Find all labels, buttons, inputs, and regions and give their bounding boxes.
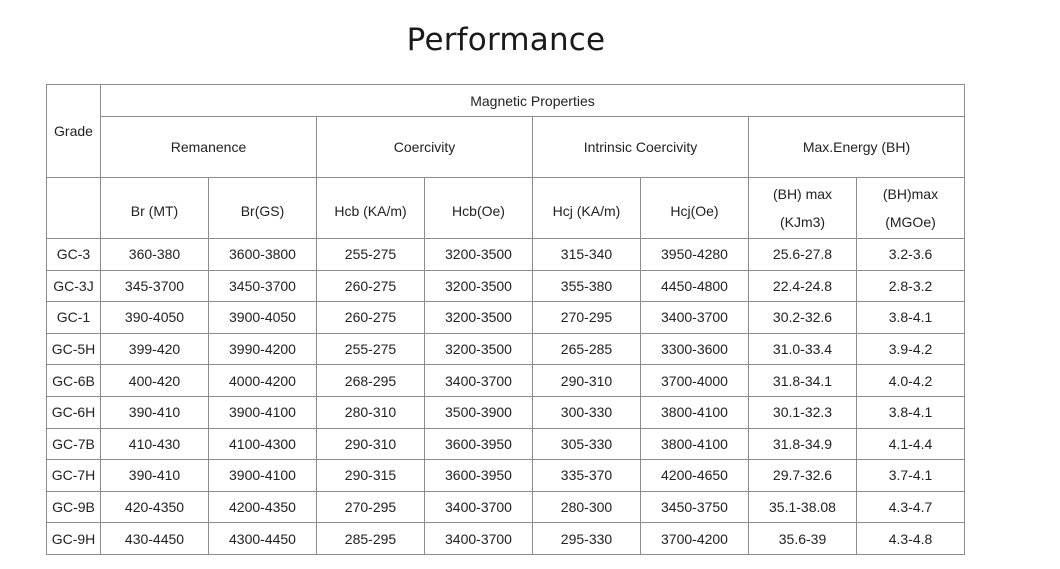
table-cell: 25.6-27.8 bbox=[749, 239, 857, 271]
table-cell: 390-4050 bbox=[101, 302, 209, 334]
table-cell: 305-330 bbox=[533, 428, 641, 460]
table-cell: 35.1-38.08 bbox=[749, 491, 857, 523]
table-cell: 290-310 bbox=[317, 428, 425, 460]
table-cell: 3450-3700 bbox=[209, 270, 317, 302]
table-cell: 285-295 bbox=[317, 523, 425, 555]
column-subheader bbox=[749, 178, 857, 239]
grade-cell: GC-3 bbox=[47, 239, 101, 271]
table-cell: 270-295 bbox=[317, 491, 425, 523]
group-header-max-energy: Max.Energy (BH) bbox=[749, 117, 965, 178]
table-cell: 290-310 bbox=[533, 365, 641, 397]
table-cell: 29.7-32.6 bbox=[749, 460, 857, 492]
table-cell: 260-275 bbox=[317, 302, 425, 334]
table-cell: 30.1-32.3 bbox=[749, 396, 857, 428]
table-cell: 355-380 bbox=[533, 270, 641, 302]
grade-cell: GC-7B bbox=[47, 428, 101, 460]
table-cell: 255-275 bbox=[317, 239, 425, 271]
grade-cell: GC-9B bbox=[47, 491, 101, 523]
table-cell: 4450-4800 bbox=[641, 270, 749, 302]
table-cell: 3.8-4.1 bbox=[857, 302, 965, 334]
table-cell: 3.9-4.2 bbox=[857, 333, 965, 365]
table-cell: 3990-4200 bbox=[209, 333, 317, 365]
grade-cell: GC-6B bbox=[47, 365, 101, 397]
subheader-row bbox=[47, 178, 965, 239]
magnetic-properties-header: Magnetic Properties bbox=[101, 85, 965, 117]
table-cell: 3950-4280 bbox=[641, 239, 749, 271]
column-subheader-line: Hcb (KA/m) bbox=[334, 203, 407, 219]
column-subheader-line: Hcb(Oe) bbox=[452, 203, 505, 219]
table-cell: 280-300 bbox=[533, 491, 641, 523]
table-row bbox=[47, 428, 965, 460]
column-subheader bbox=[425, 178, 533, 239]
table-cell: 3400-3700 bbox=[425, 365, 533, 397]
table-cell: 3900-4100 bbox=[209, 396, 317, 428]
table-cell: 360-380 bbox=[101, 239, 209, 271]
table-cell: 270-295 bbox=[533, 302, 641, 334]
table-row bbox=[47, 523, 965, 555]
table-cell: 22.4-24.8 bbox=[749, 270, 857, 302]
table-cell: 30.2-32.6 bbox=[749, 302, 857, 334]
table-cell: 3.2-3.6 bbox=[857, 239, 965, 271]
group-header-intrinsic-coercivity: Intrinsic Coercivity bbox=[533, 117, 749, 178]
column-subheader-line: Hcj (KA/m) bbox=[552, 203, 621, 219]
group-header-coercivity: Coercivity bbox=[317, 117, 533, 178]
table-cell: 35.6-39 bbox=[749, 523, 857, 555]
table-cell: 268-295 bbox=[317, 365, 425, 397]
table-cell: 4.1-4.4 bbox=[857, 428, 965, 460]
table-row bbox=[47, 491, 965, 523]
table-cell: 255-275 bbox=[317, 333, 425, 365]
table-cell: 3900-4050 bbox=[209, 302, 317, 334]
table-cell: 3200-3500 bbox=[425, 239, 533, 271]
table-cell: 4300-4450 bbox=[209, 523, 317, 555]
grade-subheader-empty bbox=[47, 178, 101, 239]
grade-header: Grade bbox=[47, 85, 101, 178]
table-cell: 3450-3750 bbox=[641, 491, 749, 523]
table-row bbox=[47, 396, 965, 428]
column-subheader-line: (KJm3) bbox=[779, 214, 826, 230]
column-subheader bbox=[857, 178, 965, 239]
table-cell: 31.8-34.1 bbox=[749, 365, 857, 397]
table-cell: 3600-3950 bbox=[425, 428, 533, 460]
table-cell: 280-310 bbox=[317, 396, 425, 428]
table-row bbox=[47, 239, 965, 271]
table-row bbox=[47, 333, 965, 365]
table-cell: 3200-3500 bbox=[425, 333, 533, 365]
table-cell: 400-420 bbox=[101, 365, 209, 397]
table-row bbox=[47, 460, 965, 492]
column-subheader-line: (BH)max bbox=[882, 186, 939, 202]
table-cell: 3400-3700 bbox=[425, 523, 533, 555]
grade-cell: GC-5H bbox=[47, 333, 101, 365]
table-cell: 335-370 bbox=[533, 460, 641, 492]
grade-cell: GC-7H bbox=[47, 460, 101, 492]
column-subheader bbox=[317, 178, 425, 239]
grade-cell: GC-1 bbox=[47, 302, 101, 334]
table-cell: 260-275 bbox=[317, 270, 425, 302]
table-cell: 315-340 bbox=[533, 239, 641, 271]
table-cell: 3400-3700 bbox=[425, 491, 533, 523]
table-cell: 4200-4350 bbox=[209, 491, 317, 523]
column-subheader-line: Br(GS) bbox=[240, 203, 285, 219]
table-cell: 4100-4300 bbox=[209, 428, 317, 460]
table-cell: 3800-4100 bbox=[641, 428, 749, 460]
table-cell: 390-410 bbox=[101, 396, 209, 428]
table-cell: 4.0-4.2 bbox=[857, 365, 965, 397]
table-cell: 4000-4200 bbox=[209, 365, 317, 397]
table-cell: 2.8-3.2 bbox=[857, 270, 965, 302]
table-cell: 290-315 bbox=[317, 460, 425, 492]
column-subheader-line: (MGOe) bbox=[885, 214, 936, 230]
column-subheader-line: Br (MT) bbox=[130, 203, 179, 219]
table-cell: 430-4450 bbox=[101, 523, 209, 555]
table-cell: 3900-4100 bbox=[209, 460, 317, 492]
column-subheader bbox=[641, 178, 749, 239]
column-subheader bbox=[101, 178, 209, 239]
table-cell: 3.7-4.1 bbox=[857, 460, 965, 492]
performance-table bbox=[46, 84, 965, 555]
table-cell: 420-4350 bbox=[101, 491, 209, 523]
table-cell: 3300-3600 bbox=[641, 333, 749, 365]
table-row bbox=[47, 302, 965, 334]
table-cell: 3600-3800 bbox=[209, 239, 317, 271]
column-subheader-line: (BH) max bbox=[772, 186, 833, 202]
table-cell: 3700-4000 bbox=[641, 365, 749, 397]
column-subheader bbox=[209, 178, 317, 239]
table-cell: 399-420 bbox=[101, 333, 209, 365]
table-cell: 4.3-4.7 bbox=[857, 491, 965, 523]
table-cell: 31.0-33.4 bbox=[749, 333, 857, 365]
table-cell: 390-410 bbox=[101, 460, 209, 492]
page-title: Performance bbox=[406, 22, 606, 58]
table-cell: 3400-3700 bbox=[641, 302, 749, 334]
table-cell: 3.8-4.1 bbox=[857, 396, 965, 428]
column-subheader-line: Hcj(Oe) bbox=[670, 203, 719, 219]
table-cell: 3700-4200 bbox=[641, 523, 749, 555]
grade-cell: GC-6H bbox=[47, 396, 101, 428]
column-subheader bbox=[533, 178, 641, 239]
table-cell: 410-430 bbox=[101, 428, 209, 460]
table-cell: 3800-4100 bbox=[641, 396, 749, 428]
table-cell: 345-3700 bbox=[101, 270, 209, 302]
table-cell: 3600-3950 bbox=[425, 460, 533, 492]
table-cell: 265-285 bbox=[533, 333, 641, 365]
table-cell: 4200-4650 bbox=[641, 460, 749, 492]
grade-cell: GC-3J bbox=[47, 270, 101, 302]
table-cell: 3200-3500 bbox=[425, 270, 533, 302]
group-header-remanence: Remanence bbox=[101, 117, 317, 178]
table-row bbox=[47, 270, 965, 302]
table-cell: 4.3-4.8 bbox=[857, 523, 965, 555]
table-cell: 3200-3500 bbox=[425, 302, 533, 334]
table-cell: 295-330 bbox=[533, 523, 641, 555]
table-cell: 300-330 bbox=[533, 396, 641, 428]
grade-cell: GC-9H bbox=[47, 523, 101, 555]
table-row bbox=[47, 365, 965, 397]
table-body bbox=[47, 239, 965, 555]
table-cell: 3500-3900 bbox=[425, 396, 533, 428]
table-cell: 31.8-34.9 bbox=[749, 428, 857, 460]
